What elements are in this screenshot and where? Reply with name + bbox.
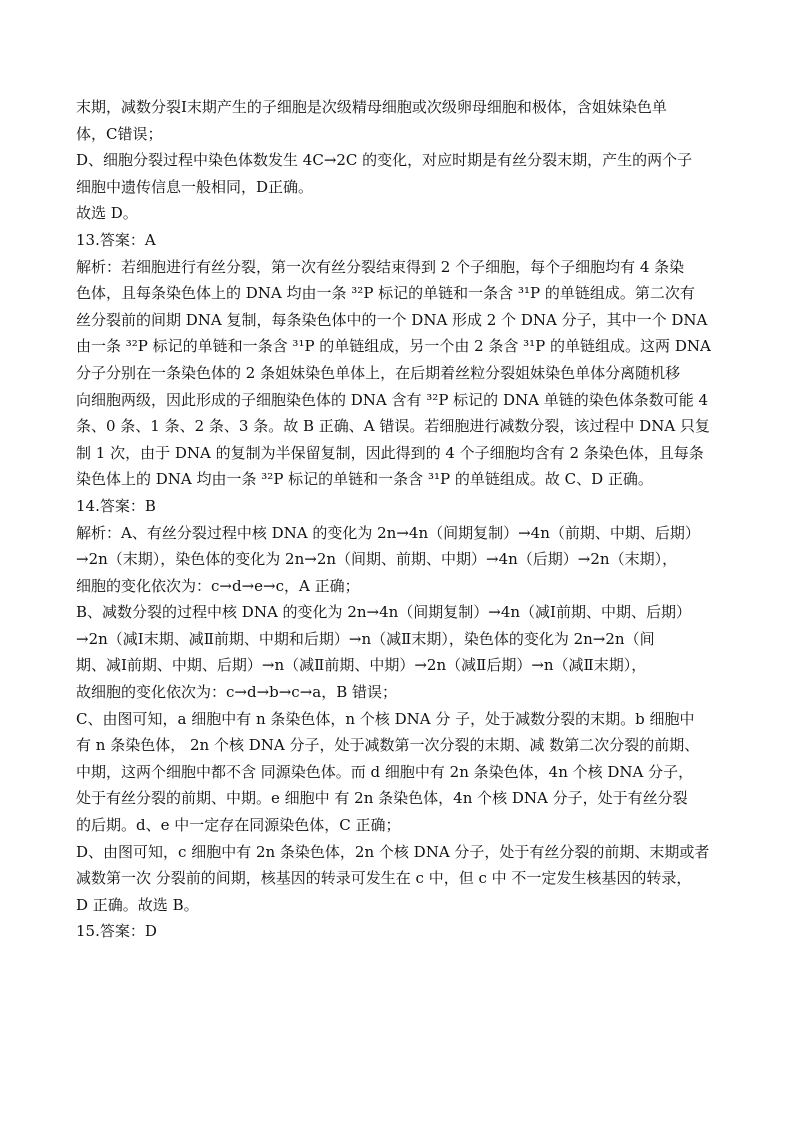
text-line: D 正确。故选 B。 <box>76 895 199 914</box>
answer-heading-13: 13.答案：A <box>76 230 156 249</box>
text-line: 处于有丝分裂的前期、中期。e 细胞中 有 2n 条染色体，4n 个核 DNA 分子，处于有丝分裂 <box>76 789 688 808</box>
text-line: D、由图可知，c 细胞中有 2n 条染色体，2n 个核 DNA 分子，处于有丝分裂的前期、末期或者 <box>76 842 710 861</box>
text-line: 有 n 条染色体， 2n 个核 DNA 分子，处于减数第一次分裂的末期、减 数第二次分裂的前期、 <box>76 736 700 755</box>
text-line: 体，C错误； <box>76 124 163 143</box>
text-line: 减数第一次 分裂前的间期，核基因的转录可发生在 c 中，但 c 中 不一定发生核基因的转录， <box>76 869 692 888</box>
text-line: D、细胞分裂过程中染色体数发生 4C→2C 的变化，对应时期是有丝分裂末期，产生的两个子 <box>76 151 693 170</box>
answer-heading-15: 15.答案：D <box>76 922 157 941</box>
text-line: 解析：若细胞进行有丝分裂，第一次有丝分裂结束得到 2 个子细胞，每个子细胞均有 4 条染 <box>76 257 685 276</box>
text-line: →2n（减Ⅰ末期、减Ⅱ前期、中期和后期）→n（减Ⅱ末期），染色体的变化为 2n→2n（间 <box>76 629 655 648</box>
text-line: C、由图可知，a 细胞中有 n 条染色体，n 个核 DNA 分 子，处于减数分裂的末期。b 细胞中 <box>76 709 695 728</box>
text-line: 分子分别在一条染色体的 2 条姐妹染色单体上，在后期着丝粒分裂姐妹染色单体分离随机移 <box>76 363 681 382</box>
text-line: 期、减Ⅰ前期、中期、后期）→n（减Ⅱ前期、中期）→2n（减Ⅱ后期）→n（减Ⅱ末期）， <box>76 656 647 675</box>
text-line: 的后期。d、e 中一定存在同源染色体，C 正确； <box>76 816 401 835</box>
text-line: 细胞中遗传信息一般相同，D正确。 <box>76 177 314 196</box>
text-line: 末期，减数分裂Ⅰ末期产生的子细胞是次级精母细胞或次级卵母细胞和极体，含姐妹染色单 <box>76 98 667 116</box>
text-line: 条、0 条、1 条、2 条、3 条。故 B 正确、A 错误。若细胞进行减数分裂，该过程中 DNA 只复 <box>76 417 710 436</box>
text-line: 由一条 ³²P 标记的单链和一条含 ³¹P 的单链组成，另一个由 2 条含 ³¹P 的单链组成。这两 DNA <box>76 337 711 356</box>
text-line: 故细胞的变化依次为：c→d→b→c→a，B 错误； <box>76 683 398 702</box>
answer-heading-14: 14.答案：B <box>76 496 156 515</box>
text-line: 故选 D。 <box>76 204 138 223</box>
text-line: 中期，这两个细胞中都不含 同源染色体。而 d 细胞中有 2n 条染色体，4n 个核 DNA 分子， <box>76 762 694 781</box>
text-line: →2n（末期），染色体的变化为 2n→2n（间期、前期、中期）→4n（后期）→2n（末期）， <box>76 550 678 569</box>
text-line: 染色体上的 DNA 均由一条 ³²P 标记的单链和一条含 ³¹P 的单链组成。故 C、D 正确。 <box>76 470 653 489</box>
text-line: 色体，且每条染色体上的 DNA 均由一条 ³²P 标记的单链和一条含 ³¹P 的单链组成。第二次有 <box>76 284 695 303</box>
text-line: 细胞的变化依次为：c→d→e→c，A 正确； <box>76 576 360 595</box>
document-page <box>76 94 726 945</box>
text-line: 向细胞两级，因此形成的子细胞染色体的 DNA 含有 ³²P 标记的 DNA 单链的染色体条数可能 4 <box>76 390 709 409</box>
text-line: 制 1 次，由于 DNA 的复制为半保留复制，因此得到的 4 个子细胞均含有 2 条染色体，且每条 <box>76 443 704 462</box>
text-line: B、减数分裂的过程中核 DNA 的变化为 2n→4n（间期复制）→4n（减Ⅰ前期、中期、后期） <box>76 603 691 622</box>
text-line: 解析：A、有丝分裂过程中核 DNA 的变化为 2n→4n（间期复制）→4n（前期、中期、后期） <box>76 523 700 542</box>
text-line: 丝分裂前的间期 DNA 复制，每条染色体中的一个 DNA 形成 2 个 DNA 分子，其中一个 DNA <box>76 310 708 329</box>
